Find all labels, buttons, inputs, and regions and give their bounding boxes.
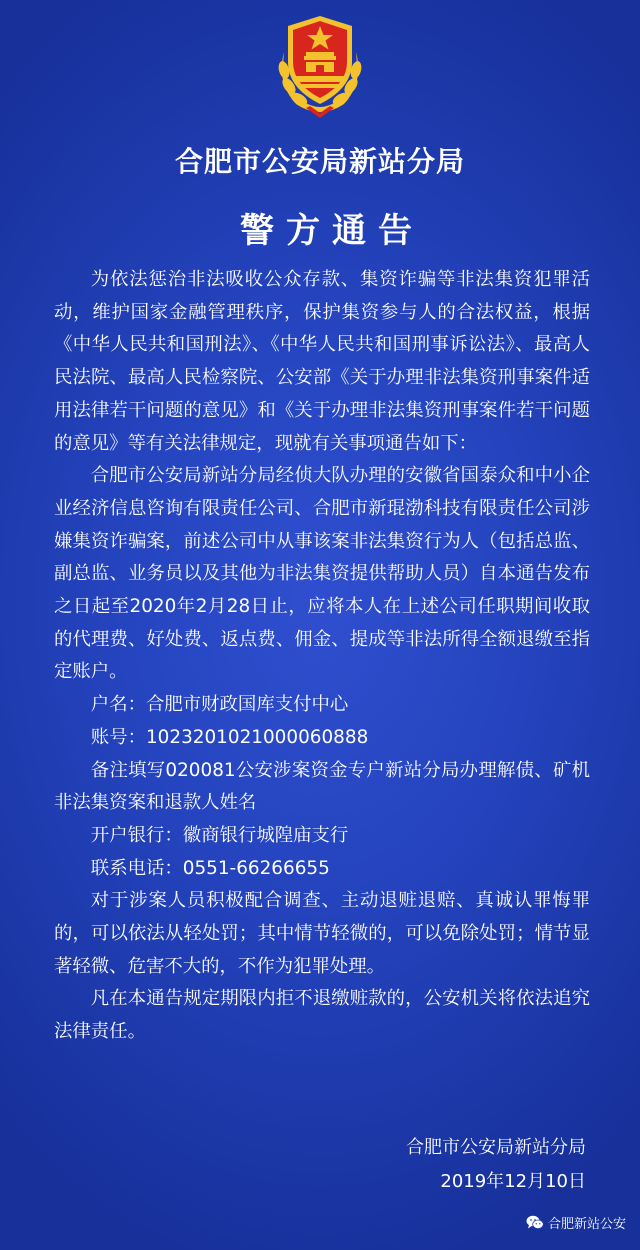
wechat-watermark — [526, 1213, 626, 1232]
paragraph-legal-basis: 为依法惩治非法吸收公众存款、集资诈骗等非法集资犯罪活动，维护国家金融管理秩序，保护集资参与人的合法权益，根据《中华人民共和国刑法》、《中华人民共和国刑事诉讼法》、最高人民法院、最高人民检察院、公安部《关于办理非法集资刑事案件适用法律若干问题的意见》和《关于办理非法集资刑事案件若干问题的意见》等有关法律规定，现就有关事项通告如下： — [54, 269, 590, 454]
account-name: 户名：合肥市财政国库支付中心 — [90, 694, 349, 716]
bank-name: 开户银行：徽商银行城隍庙支行 — [90, 824, 349, 846]
remark-instruction: 备注填写020081公安涉案资金专户新站分局办理解债、矿机非法集资案和退款人姓名 — [54, 759, 590, 814]
notice-body — [54, 264, 590, 1049]
contact-phone: 联系电话：0551-66266655 — [90, 857, 330, 879]
watermark-text: 合肥新站公安 — [547, 1217, 626, 1232]
notice-title: 警方通告 — [240, 211, 424, 251]
paragraph-liability: 凡在本通告规定期限内拒不退缴赃款的，公安机关将依法追究法律责任。 — [54, 988, 590, 1043]
issuer-title: 合肥市公安局新站分局 — [174, 145, 465, 178]
wechat-icon — [526, 1215, 544, 1230]
paragraph-leniency: 对于涉案人员积极配合调查、主动退赃退赔、真诚认罪悔罪的，可以依法从轻处罚；其中情节轻微的，可以免除处罚；情节显著轻微、危害不大的，不作为犯罪处理。 — [54, 890, 590, 977]
signature-organization: 合肥市公安局新站分局 — [406, 1137, 586, 1158]
paragraph-case-details: 合肥市公安局新站分局经侦大队办理的安徽省国泰众和中小企业经济信息咨询有限责任公司、合肥市新琨渤科技有限责任公司涉嫌集资诈骗案，前述公司中从事该案非法集资行为人（包括总监、副总监、业务员以及其他为非法集资提供帮助人员）自本通告发布之日起至2020年2月28日止，应将本人在上述公司任职期间收取的代理费、好处费、返点费、佣金、提成等非法所得全额退缴至指定账户。 — [54, 465, 590, 683]
signature-date: 2019年12月10日 — [440, 1171, 586, 1192]
police-emblem-icon — [270, 12, 370, 122]
account-number: 账号：1023201021000060888 — [90, 726, 369, 748]
